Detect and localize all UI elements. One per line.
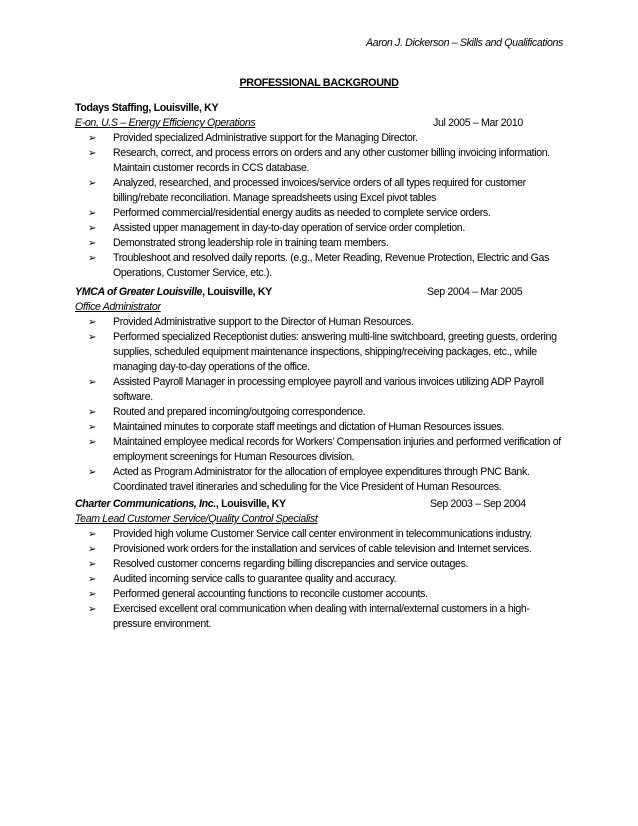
position-title: Team Lead Customer Service/Quality Control Specialist: [75, 513, 318, 525]
list-item: ➢ Troubleshoot and resolved daily reports. (e.g., Meter Reading, Revenue Protection, Electric and Gas Operations, Customer Service, etc.).: [88, 252, 550, 279]
employer-name: Todays Staffing, Louisville, KY: [75, 102, 219, 114]
arrow-bullet-icon: ➢: [88, 253, 97, 264]
arrow-bullet-icon: ➢: [88, 238, 97, 249]
job-dates: Jul 2005 – Mar 2010: [433, 117, 523, 129]
arrow-bullet-icon: ➢: [88, 377, 97, 388]
list-item: ➢ Provided Administrative support to the Director of Human Resources.: [88, 316, 414, 328]
employer-name: Charter Communications, Inc.: [75, 498, 216, 510]
arrow-bullet-icon: ➢: [88, 589, 97, 600]
list-item: ➢ Maintained employee medical records for Workers’ Compensation injuries and performed verification of employment screenings for Human Resources division.: [88, 436, 561, 463]
section-title: PROFESSIONAL BACKGROUND: [239, 77, 399, 89]
job-entry-ymca: [75, 285, 563, 495]
position-line: [75, 512, 563, 527]
position-title: E-on, U.S – Energy Efficiency Operations: [75, 117, 256, 129]
arrow-bullet-icon: ➢: [88, 422, 97, 433]
arrow-bullet-icon: ➢: [88, 437, 97, 448]
list-item: ➢ Audited incoming service calls to guarantee quality and accuracy.: [88, 573, 397, 585]
list-item: ➢ Provided high volume Customer Service call center environment in telecommunications industry.: [88, 528, 532, 540]
position-title: Office Administrator: [75, 301, 161, 313]
duties-list: [75, 527, 563, 632]
arrow-bullet-icon: ➢: [88, 208, 97, 219]
employer-line: [75, 101, 563, 116]
arrow-bullet-icon: ➢: [88, 407, 97, 418]
job-entry-todays-staffing: [75, 101, 563, 281]
arrow-bullet-icon: ➢: [88, 223, 97, 234]
job-entry-charter: [75, 497, 563, 632]
list-item: ➢ Performed commercial/residential energy audits as needed to complete service orders.: [88, 207, 491, 219]
list-item: ➢ Resolved customer concerns regarding billing discrepancies and service outages.: [88, 558, 469, 570]
employer-location: , Louisville, KY: [215, 498, 286, 510]
header-title: Aaron J. Dickerson – Skills and Qualifications: [365, 37, 563, 49]
duties-list: [75, 315, 563, 495]
arrow-bullet-icon: ➢: [88, 148, 97, 159]
employer-line: [75, 497, 563, 512]
arrow-bullet-icon: ➢: [88, 544, 97, 555]
arrow-bullet-icon: ➢: [88, 559, 97, 570]
job-dates: Sep 2004 – Mar 2005: [427, 286, 523, 298]
list-item: ➢ Performed specialized Receptionist duties: answering multi-line switchboard, greeting guests, ordering supplies, scheduled equipment maintenance inspections, shipping/receiving packages, etc., while managing day-to-day operations of the office.: [88, 331, 557, 373]
list-item: ➢ Routed and prepared incoming/outgoing correspondence.: [88, 406, 366, 418]
employer-name: YMCA of Greater Louisville: [75, 286, 203, 298]
list-item: ➢ Assisted Payroll Manager in processing employee payroll and various invoices utilizing ADP Payroll software.: [88, 376, 544, 403]
job-dates: Sep 2003 – Sep 2004: [430, 498, 526, 510]
arrow-bullet-icon: ➢: [88, 467, 97, 478]
arrow-bullet-icon: ➢: [88, 529, 97, 540]
list-item: ➢ Exercised excellent oral communication when dealing with internal/external customers in a high-pressure environment.: [88, 603, 530, 630]
arrow-bullet-icon: ➢: [88, 178, 97, 189]
list-item: ➢ Provided specialized Administrative support for the Managing Director.: [88, 132, 418, 144]
list-item: ➢ Demonstrated strong leadership role in training team members.: [88, 237, 389, 249]
arrow-bullet-icon: ➢: [88, 332, 97, 343]
arrow-bullet-icon: ➢: [88, 133, 97, 144]
list-item: ➢ Acted as Program Administrator for the allocation of employee expenditures through PNC Bank. Coordinated travel itineraries and scheduling for the Vice President of Human Resources.: [88, 466, 530, 493]
list-item: ➢ Research, correct, and process errors on orders and any other customer billing invoicing information. Maintain customer records in CCS database.: [88, 147, 550, 174]
position-line: [75, 300, 563, 315]
arrow-bullet-icon: ➢: [88, 604, 97, 615]
employer-location: , Louisville, KY: [202, 286, 272, 298]
list-item: ➢ Provisioned work orders for the installation and services of cable television and Internet services.: [88, 543, 532, 555]
employer-line: [75, 285, 563, 300]
list-item: ➢ Analyzed, researched, and processed invoices/service orders of all types required for customer billing/rebate reconciliation. Manage spreadsheets using Excel pivot tables: [88, 177, 526, 204]
list-item: ➢ Maintained minutes to corporate staff meetings and dictation of Human Resources issues.: [88, 421, 504, 433]
position-line: [75, 116, 563, 131]
list-item: ➢ Performed general accounting functions to reconcile customer accounts.: [88, 588, 428, 600]
duties-list: [75, 131, 563, 281]
arrow-bullet-icon: ➢: [88, 317, 97, 328]
arrow-bullet-icon: ➢: [88, 574, 97, 585]
list-item: ➢ Assisted upper management in day-to-day operation of service order completion.: [88, 222, 465, 234]
